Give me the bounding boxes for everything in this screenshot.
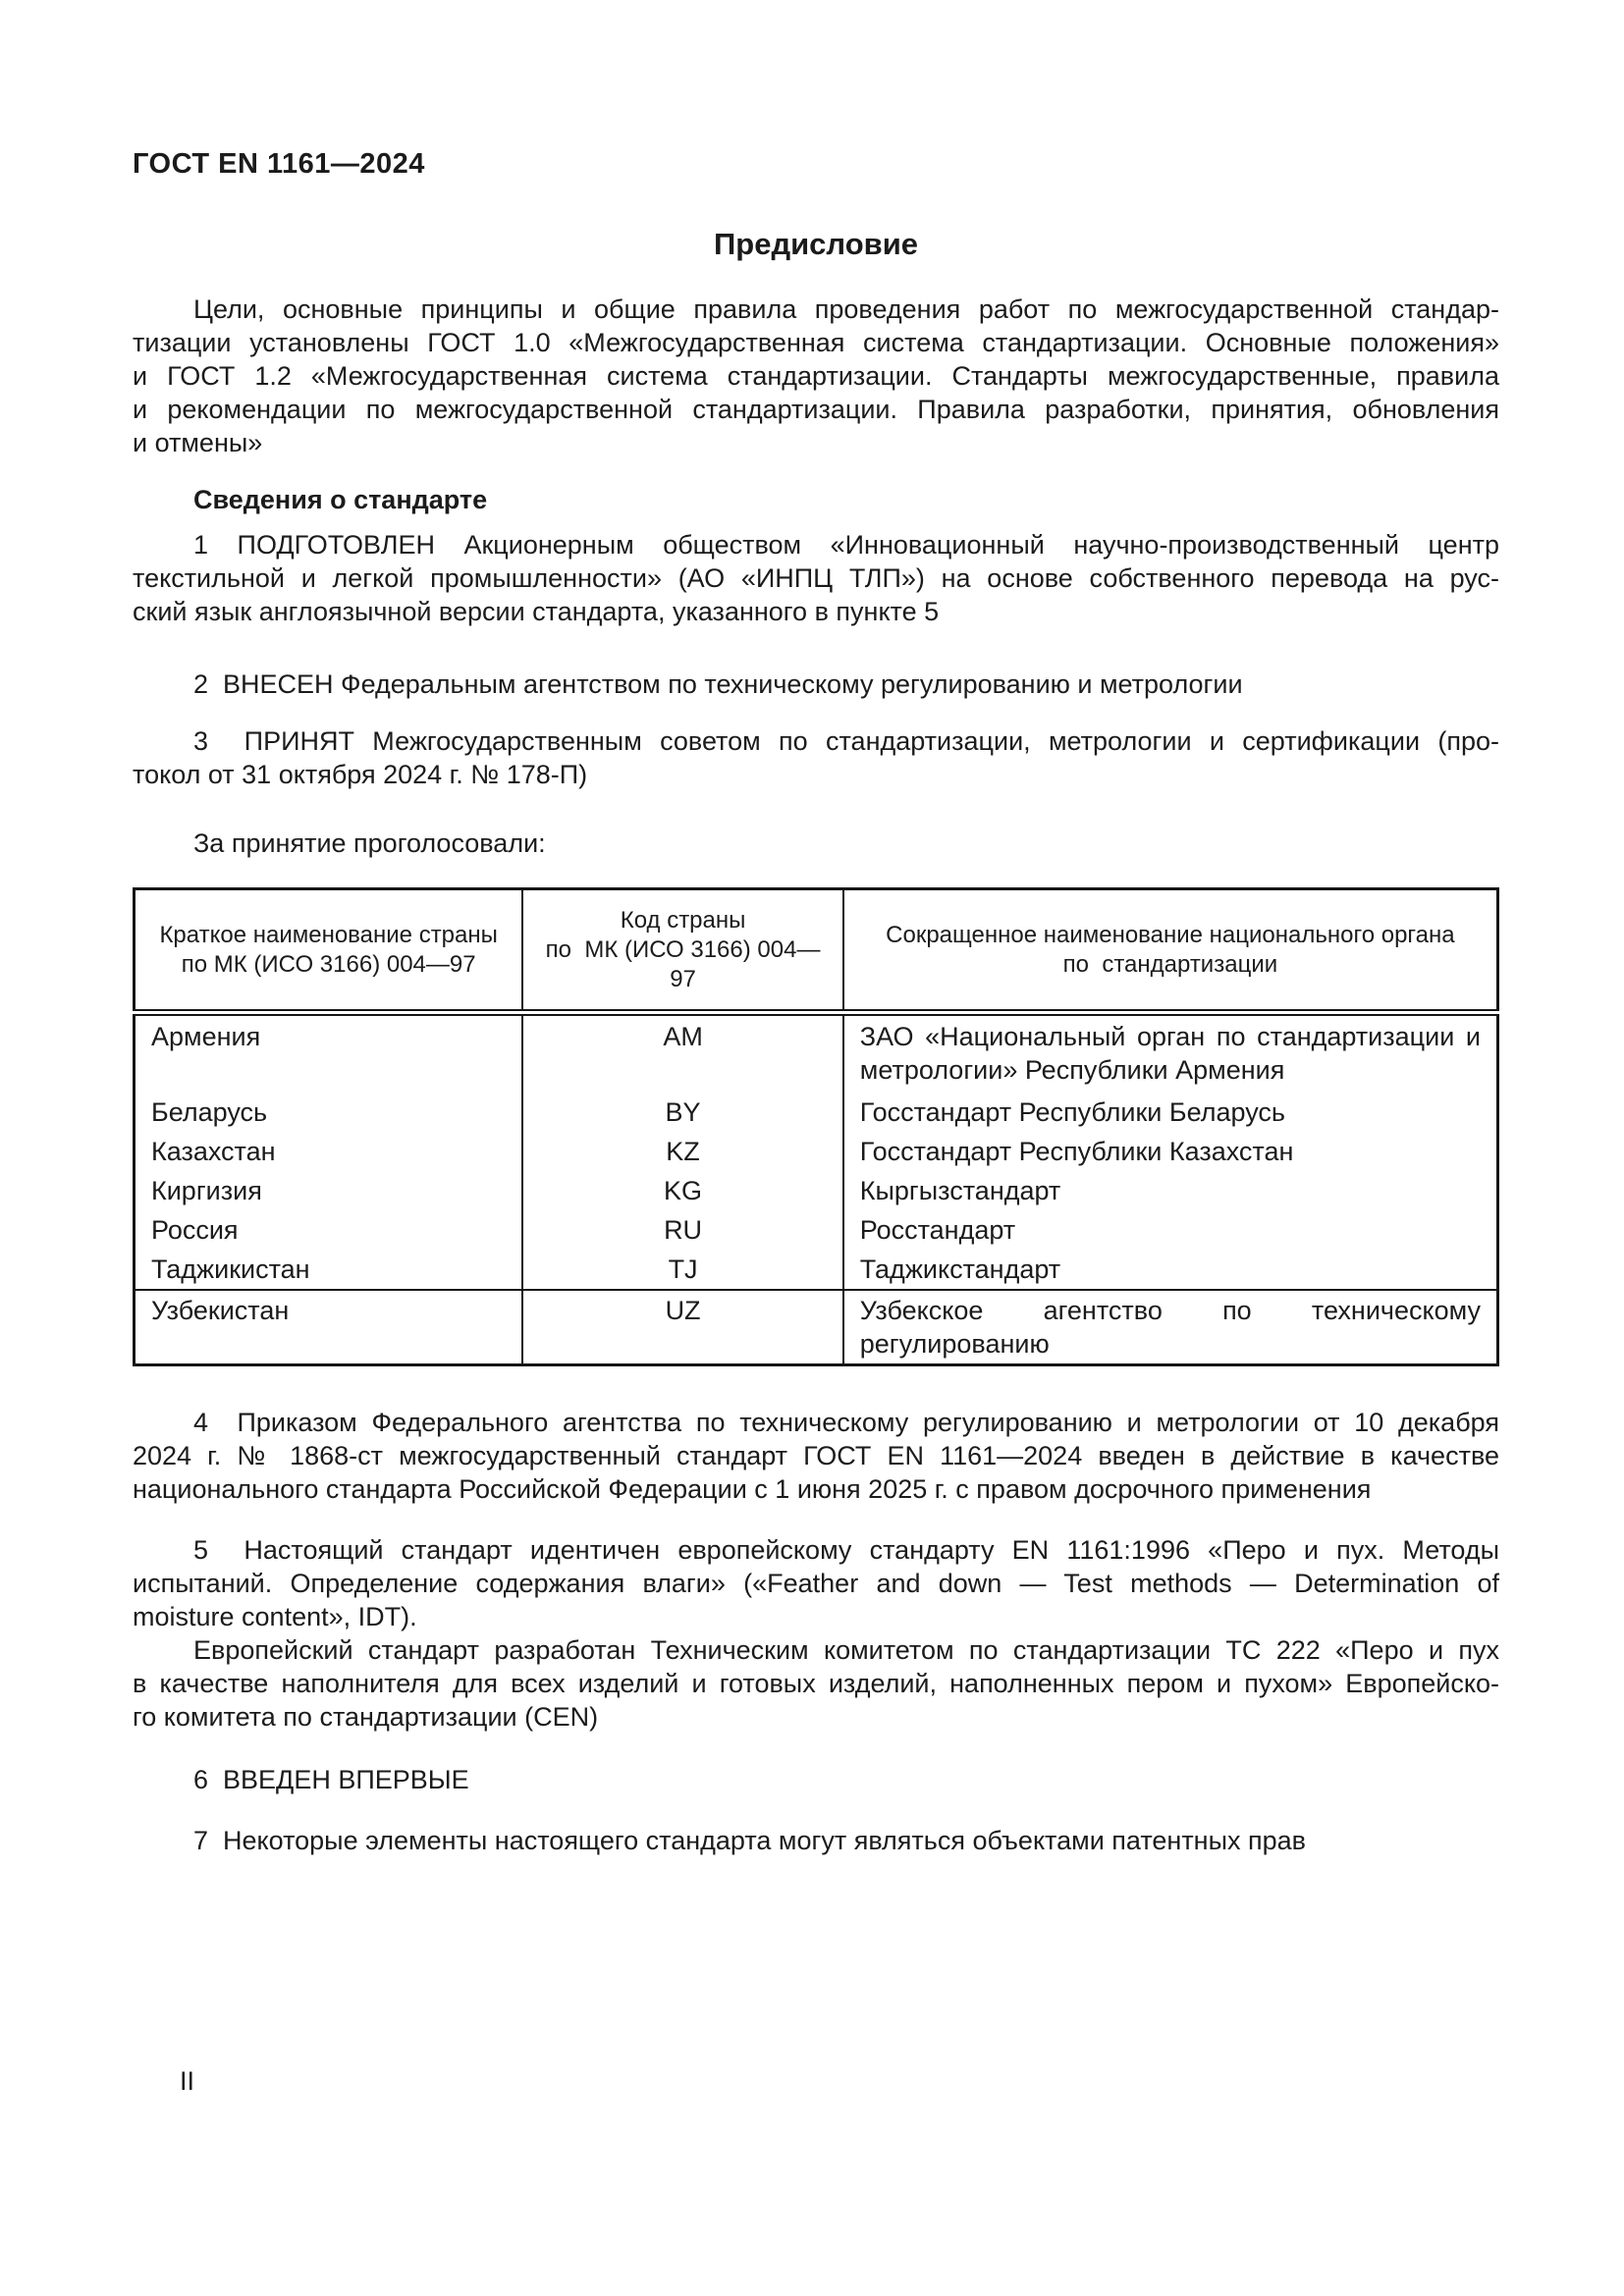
text-line: За принятие проголосовали:	[193, 828, 546, 858]
text-line: 3 ПРИНЯТ Межгосударственным советом по стандартизации, метрологии и сертификации (про-	[193, 726, 1499, 756]
table-row	[135, 1013, 1498, 1094]
text-line: и отмены»	[133, 428, 263, 457]
cell-org: ЗАО «Национальный орган по стандартизации и метрологии» Республики Армения	[843, 1013, 1498, 1094]
voting-table	[133, 887, 1499, 1366]
text-line: 1 ПОДГОТОВЛЕН Акционерным обществом «Инновационный научно-производственный центр	[193, 530, 1499, 560]
text-line: Сокращенное наименование национального органа	[886, 922, 1455, 948]
text-line: Код страны	[620, 907, 746, 934]
col-header-country	[135, 889, 523, 1013]
text-line: в качестве наполнителя для всех изделий и готовых изделий, наполненных пером и пухом» Европейско-	[133, 1669, 1499, 1698]
cell-country: Армения	[151, 1022, 261, 1051]
cell-country: Узбекистан	[135, 1290, 523, 1365]
text-line: и рекомендации по межгосударственной стандартизации. Правила разработки, принятия, обновления	[133, 395, 1499, 424]
col-header-org	[843, 889, 1498, 1013]
item-5-identical	[133, 1533, 1499, 1633]
page-content	[133, 0, 1499, 1857]
item-7-patent-note	[133, 1824, 1499, 1857]
cell-org: Узбекское агентство по техническому регулированию	[843, 1290, 1498, 1365]
cell-org: Кыргызстандарт	[843, 1171, 1498, 1210]
text-line: 2024 г. № 1868-ст межгосударственный стандарт ГОСТ EN 1161—2024 введен в действие в качестве	[133, 1441, 1499, 1470]
cell-code: KZ	[522, 1132, 842, 1171]
cell-org: Госстандарт Республики Беларусь	[843, 1093, 1498, 1132]
text-line: 7 Некоторые элементы настоящего стандарта могут являться объектами патентных прав	[193, 1826, 1306, 1855]
doc-code: ГОСТ EN 1161—2024	[133, 148, 425, 180]
page-title: Предисловие	[713, 227, 918, 261]
vote-lead	[133, 827, 1499, 860]
text-line: го комитета по стандартизации (CEN)	[133, 1702, 599, 1732]
page-number: II	[180, 2066, 195, 2096]
cell-org: Росстандарт	[843, 1210, 1498, 1250]
voting-table-body	[135, 1013, 1498, 1365]
cell-code: AM	[522, 1013, 842, 1094]
cell-code: TJ	[522, 1250, 842, 1290]
text-line: и ГОСТ 1.2 «Межгосударственная система стандартизации. Стандарты межгосударственные, правила	[133, 361, 1499, 391]
table-row	[135, 1093, 1498, 1132]
item-5-cen-note	[133, 1633, 1499, 1734]
table-row	[135, 1290, 1498, 1365]
text-line: испытаний. Определение содержания влаги» («Feather and down — Test methods — Determination of	[133, 1569, 1499, 1598]
text-line: 6 ВВЕДЕН ВПЕРВЫЕ	[193, 1765, 469, 1794]
text-line: 5 Настоящий стандарт идентичен европейскому стандарту EN 1161:1996 «Перо и пух. Методы	[193, 1535, 1499, 1565]
text-line: ский язык англоязычной версии стандарта, указанного в пункте 5	[133, 597, 940, 626]
text-line: 2 ВНЕСЕН Федеральным агентством по техническому регулированию и метрологии	[193, 669, 1243, 699]
intro-paragraph	[133, 293, 1499, 459]
text-line: moisture content», IDT).	[133, 1602, 417, 1631]
table-row	[135, 1132, 1498, 1171]
table-row	[135, 1210, 1498, 1250]
header-row	[135, 889, 1498, 1013]
text-line: по стандартизации	[1062, 951, 1278, 978]
text-line: 4 Приказом Федерального агентства по техническому регулированию и метрологии от 10 декабря	[193, 1408, 1499, 1437]
cell-org: Таджикстандарт	[843, 1250, 1498, 1290]
col-header-code	[522, 889, 842, 1013]
item-1-prepared	[133, 528, 1499, 628]
cell-code: RU	[522, 1210, 842, 1250]
item-3-adopted	[133, 724, 1499, 791]
text-line: тизации установлены ГОСТ 1.0 «Межгосударственная система стандартизации. Основные положения»	[133, 328, 1499, 357]
text-line: текстильной и легкой промышленности» (АО «ИНПЦ ТЛП») на основе собственного перевода на рус-	[133, 563, 1499, 593]
cell-country: Таджикистан	[151, 1255, 310, 1284]
table-row	[135, 1171, 1498, 1210]
cell-country: Киргизия	[151, 1176, 262, 1205]
cell-code: BY	[522, 1093, 842, 1132]
text-line: токол от 31 октября 2024 г. № 178-П)	[133, 760, 588, 789]
section-heading: Сведения о стандарте	[193, 485, 488, 514]
item-4-order	[133, 1406, 1499, 1506]
cell-country: Казахстан	[151, 1137, 276, 1166]
voting-table-header	[135, 889, 1498, 1013]
table-row	[135, 1250, 1498, 1290]
cell-code: KG	[522, 1171, 842, 1210]
item-2-submitted	[133, 667, 1499, 701]
text-line: по МК (ИСО 3166) 004—97	[545, 936, 821, 992]
text-line: Европейский стандарт разработан Техническим комитетом по стандартизации ТС 222 «Перо и пух	[193, 1635, 1499, 1665]
item-6-first-introduced	[133, 1763, 1499, 1796]
cell-country: Россия	[151, 1215, 239, 1245]
text-line: Краткое наименование страны	[159, 922, 498, 948]
cell-country: Беларусь	[151, 1097, 268, 1127]
text-line: Цели, основные принципы и общие правила проведения работ по межгосударственной стандар-	[193, 294, 1499, 324]
text-line: по МК (ИСО 3166) 004—97	[181, 951, 476, 978]
cell-code: UZ	[522, 1290, 842, 1365]
text-line: национального стандарта Российской Федерации с 1 июня 2025 г. с правом досрочного применения	[133, 1474, 1372, 1504]
cell-org: Госстандарт Республики Казахстан	[843, 1132, 1498, 1171]
